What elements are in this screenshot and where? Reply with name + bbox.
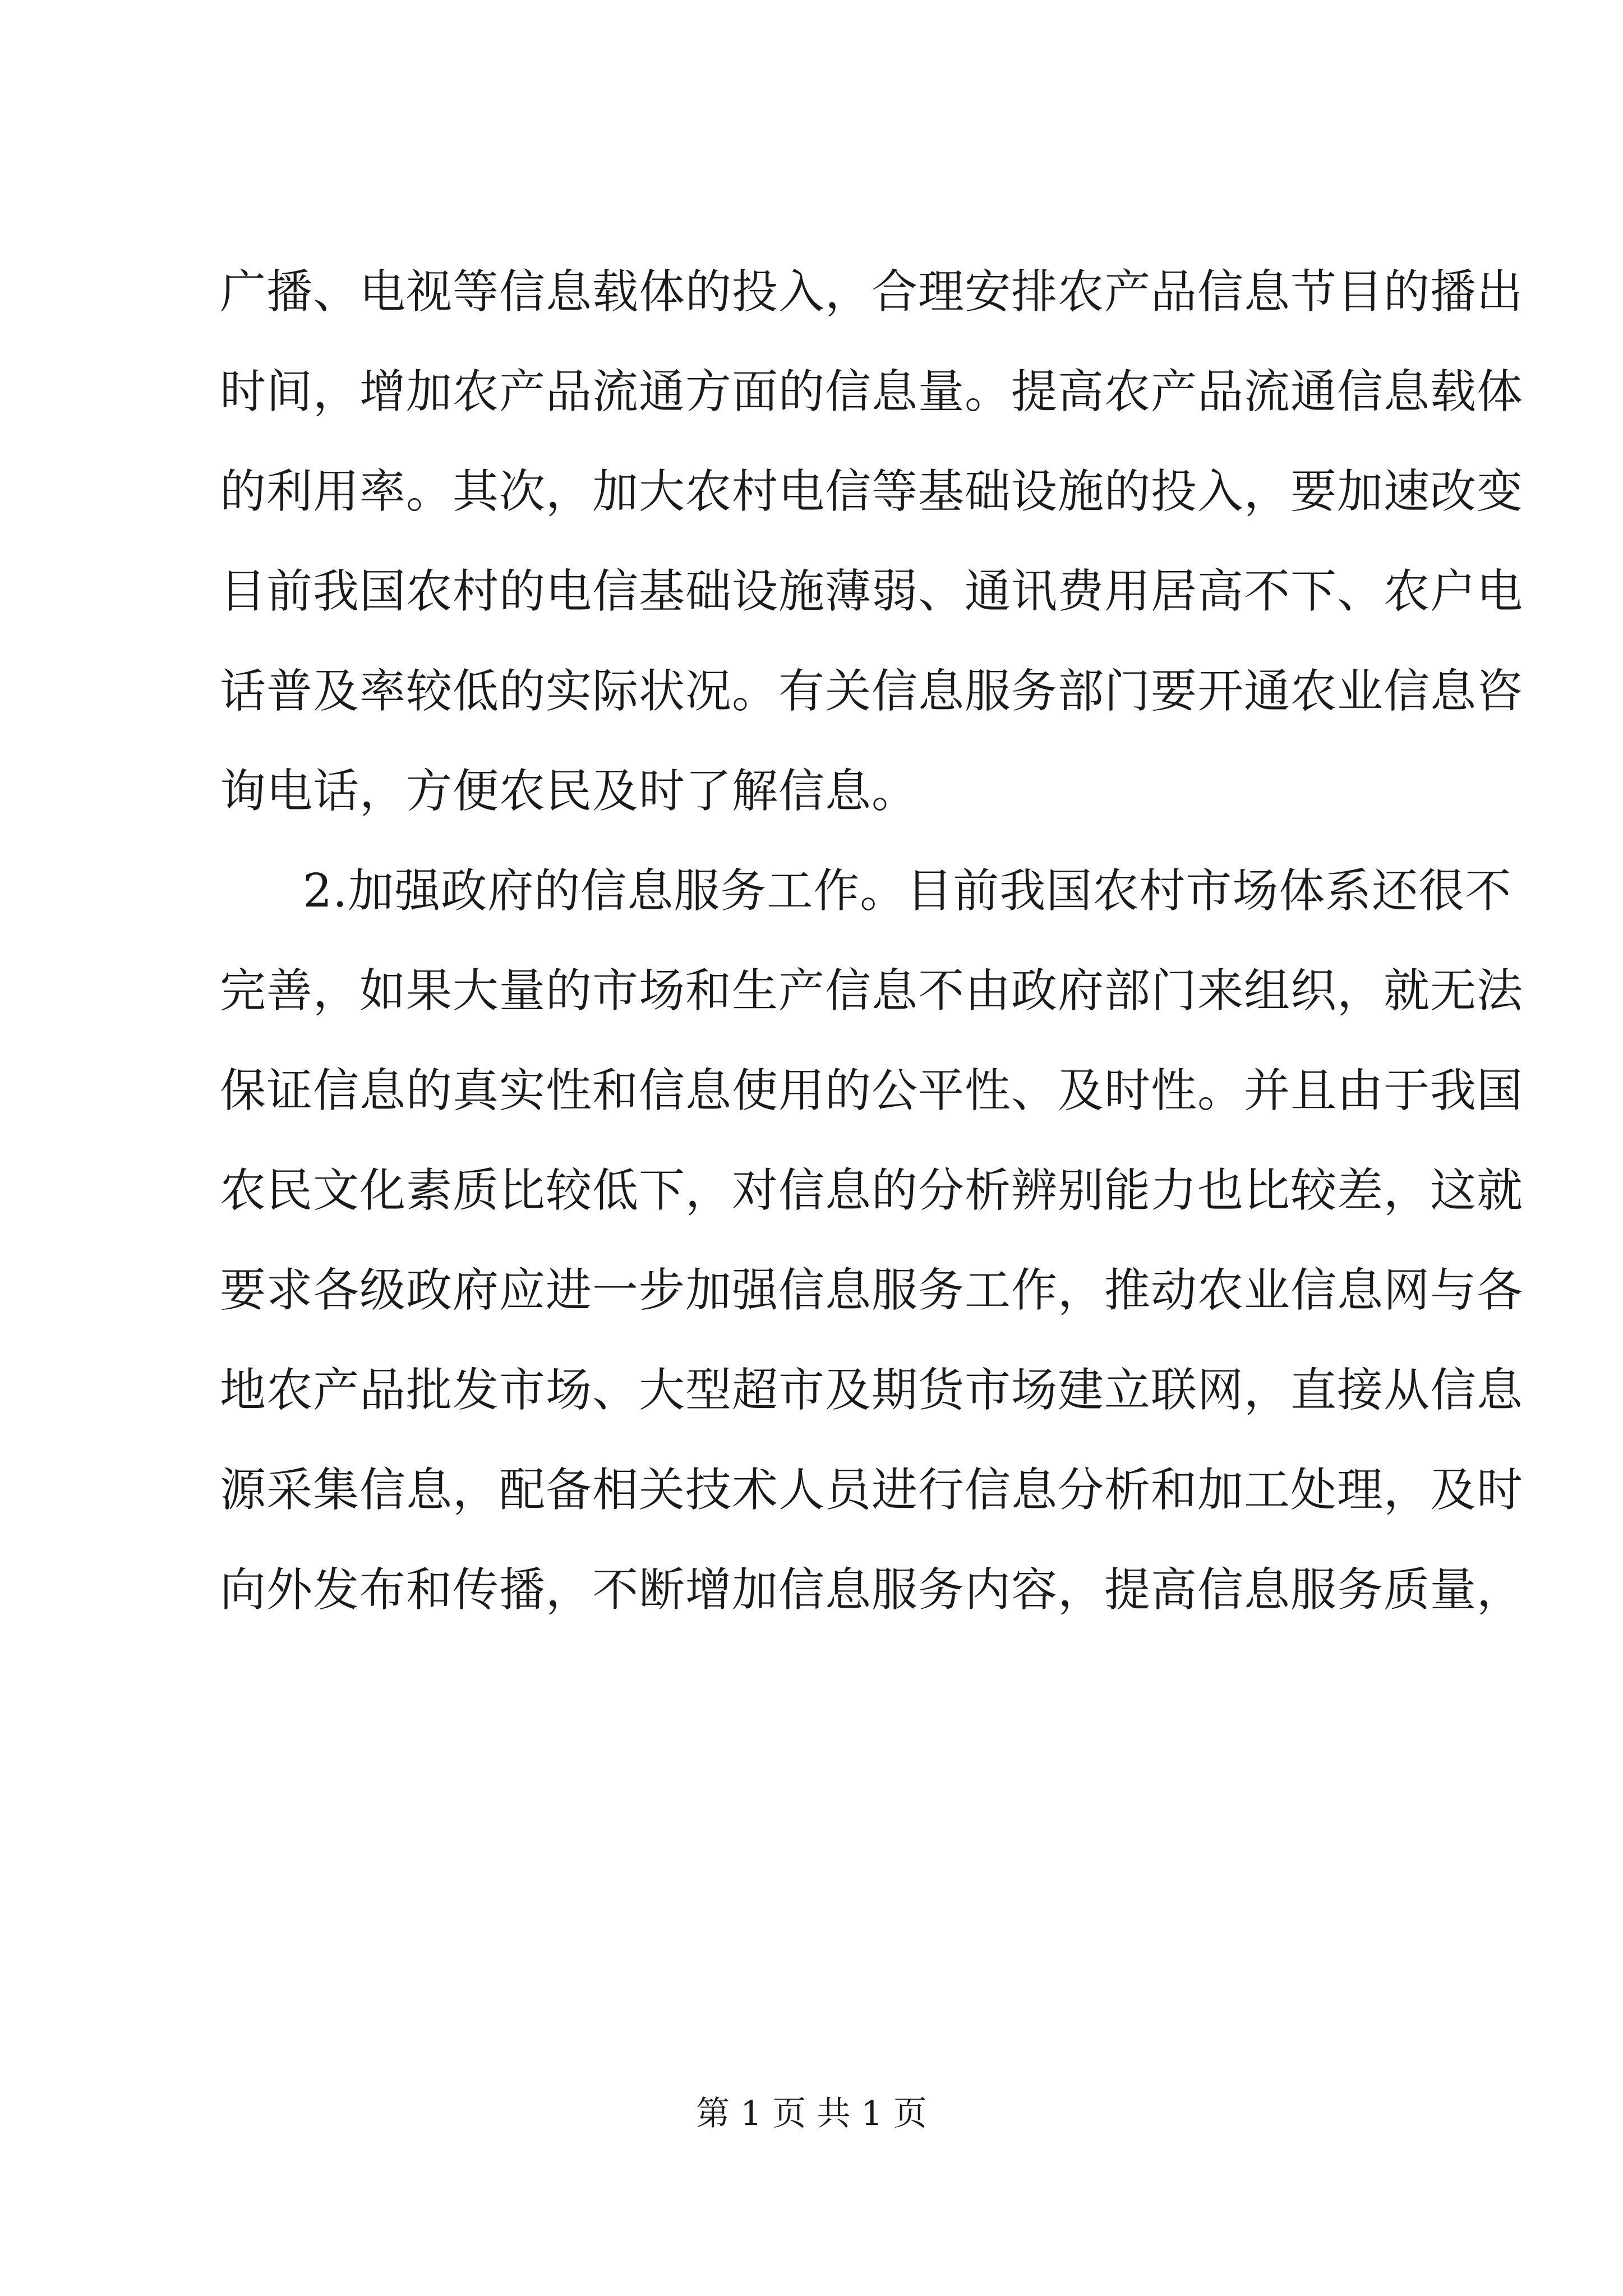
paragraph-1-line-3: 的利用率。其次，加大农村电信等基础设施的投入，要加速改变 — [220, 465, 1524, 518]
paragraph-2-line-8: 向外发布和传播，不断增加信息服务内容，提高信息服务质量， — [220, 1563, 1524, 1617]
paragraph-1-line-5: 话普及率较低的实际状况。有关信息服务部门要开通农业信息咨 — [220, 665, 1524, 718]
paragraph-2-line-6: 地农产品批发市场、大型超市及期货市场建立联网，直接从信息 — [220, 1364, 1524, 1417]
page-footer — [0, 2091, 1623, 2136]
paragraph-2-line-7: 源采集信息，配备相关技术人员进行信息分析和加工处理，及时 — [220, 1464, 1524, 1517]
page-number-label: 第 1 页 共 1 页 — [696, 2094, 927, 2133]
paragraph-1-line-2: 时间，增加农产品流通方面的信息量。提高农产品流通信息载体 — [220, 365, 1524, 418]
paragraph-1-line-4: 目前我国农村的电信基础设施薄弱、通讯费用居高不下、农户电 — [220, 565, 1524, 618]
paragraph-2-line-2: 完善，如果大量的市场和生产信息不由政府部门来组织，就无法 — [220, 964, 1524, 1018]
paragraph-1-line-1: 广播、电视等信息载体的投入，合理安排农产品信息节目的播出 — [220, 265, 1524, 319]
paragraph-2-line-3: 保证信息的真实性和信息使用的公平性、及时性。并且由于我国 — [220, 1064, 1524, 1117]
paragraph-2-line-4: 农民文化素质比较低下，对信息的分析辨别能力也比较差，这就 — [220, 1164, 1524, 1217]
paragraph-2-line-1: 2.加强政府的信息服务工作。目前我国农村市场体系还很不 — [303, 864, 1512, 918]
document-body — [220, 263, 1524, 1660]
paragraph-1-line-6: 询电话，方便农民及时了解信息。 — [220, 765, 919, 818]
paragraph-2-line-5: 要求各级政府应进一步加强信息服务工作，推动农业信息网与各 — [220, 1264, 1524, 1317]
